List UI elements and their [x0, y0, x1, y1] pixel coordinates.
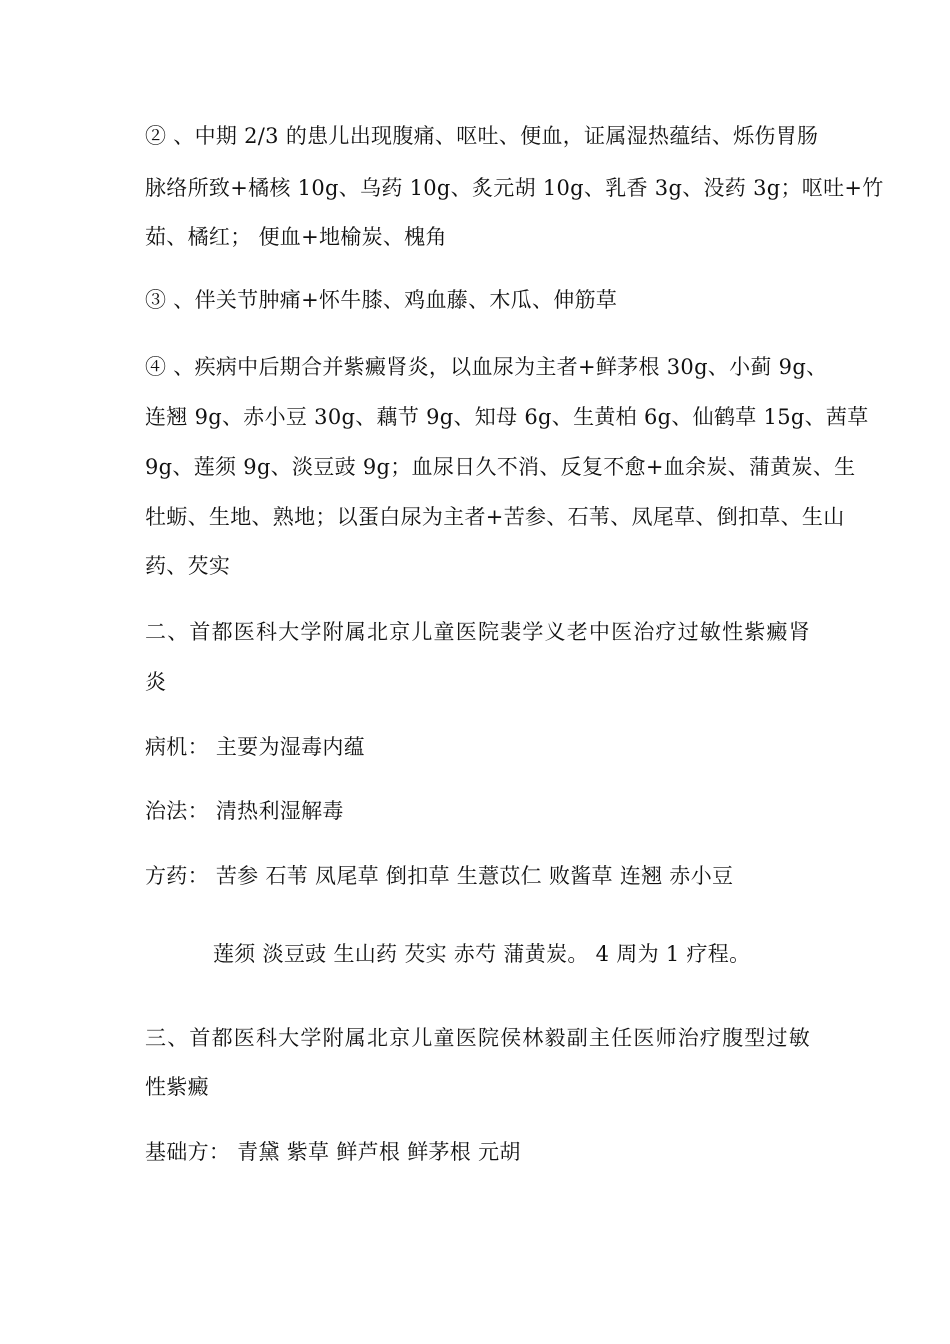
section-2-treatment: 治法： 清热利湿解毒	[145, 799, 344, 823]
section-2-pathogenesis: 病机： 主要为湿毒内蕴	[145, 735, 365, 759]
section-2-prescription-line-2: 莲须 淡豆豉 生山药 芡实 赤芍 蒲黄炭。 4 周为 1 疗程。	[213, 942, 751, 966]
section-2-heading-line-2: 炎	[145, 670, 167, 694]
item-4-line-4: 牡蛎、生地、熟地；以蛋白尿为主者+苦参、石苇、凤尾草、倒扣草、生山	[145, 505, 845, 529]
item-3-line-1: ③ 、伴关节肿痛+怀牛膝、鸡血藤、木瓜、伸筋草	[145, 288, 618, 312]
section-3-heading-line-2: 性紫癜	[145, 1075, 209, 1099]
item-4-line-2: 连翘 9g、赤小豆 30g、藕节 9g、知母 6g、生黄柏 6g、仙鹤草 15g、茜草	[145, 405, 869, 429]
item-4-line-5: 药、芡实	[145, 554, 231, 578]
section-2-prescription-line-1: 方药： 苦参 石苇 凤尾草 倒扣草 生薏苡仁 败酱草 连翘 赤小豆	[145, 864, 734, 888]
item-4-line-1: ④ 、疾病中后期合并紫癜肾炎，以血尿为主者+鲜茅根 30g、小蓟 9g、	[145, 355, 828, 379]
item-2-line-1: ② 、中期 2/3 的患儿出现腹痛、呕吐、便血，证属湿热蕴结、烁伤胃肠	[145, 124, 819, 148]
item-4-line-3: 9g、莲须 9g、淡豆豉 9g；血尿日久不消、反复不愈+血余炭、蒲黄炭、生	[145, 455, 856, 479]
section-3-base-formula: 基础方： 青黛 紫草 鲜芦根 鲜茅根 元胡	[145, 1140, 521, 1164]
section-2-heading-line-1: 二、首都医科大学附属北京儿童医院裴学义老中医治疗过敏性紫癜肾	[145, 620, 810, 644]
item-2-line-3: 茹、橘红； 便血+地榆炭、槐角	[145, 225, 447, 249]
section-3-heading-line-1: 三、首都医科大学附属北京儿童医院侯林毅副主任医师治疗腹型过敏	[145, 1026, 810, 1050]
item-2-line-2: 脉络所致+橘核 10g、乌药 10g、炙元胡 10g、乳香 3g、没药 3g；呕吐+竹	[145, 176, 884, 200]
